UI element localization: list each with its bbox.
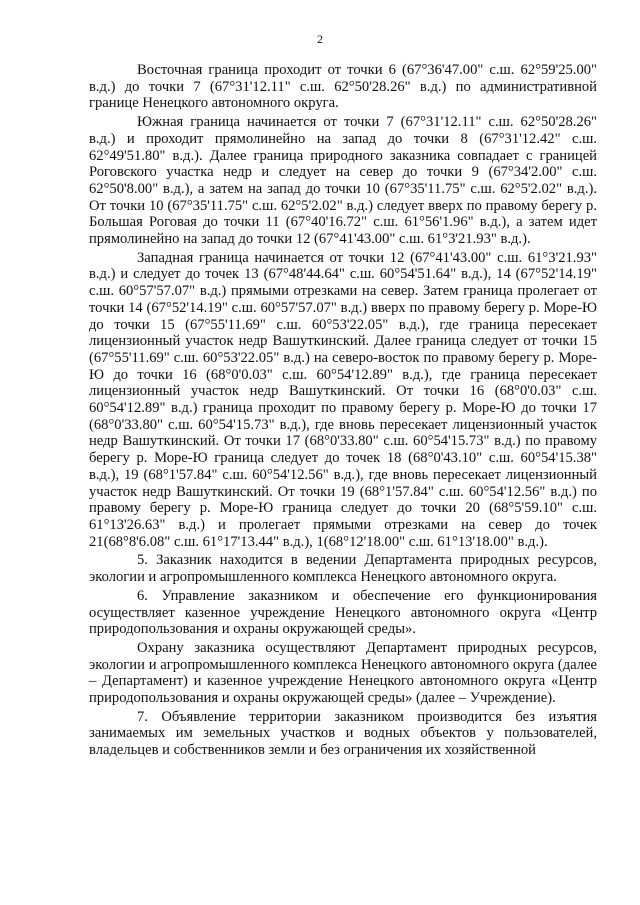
paragraph-west-border: Западная граница начинается от точки 12 (67°41'43.00" с.ш. 61°3'21.93" в.д.) и следует до точек 13 (67°48'44.64" с.ш. 60°54'51.64" в.д.), 14 (67°52'14.19" с.ш. 60°57'57.07" в.д.) прямыми отрезками на север. Затем граница пролегает от точки 14 (67°52'14.19" с.ш. 60°57'57.07" в.д.) вверх по правому берегу р. Море-Ю до точки 15 (67°55'11.69" с.ш. 60°53'22.05" в.д.), где граница пересекает лицензионный участок недр Вашуткинский. Далее граница следует от точки 15 (67°55'11.69" с.ш. 60°53'22.05" в.д.) на северо-восток по правому берегу р. Море-Ю до точки 16 (68°0'0.03" с.ш. 60°54'12.89" в.д.), где граница пересекает лицензионный участок недр Вашуткинский. От точки 16 (68°0'0.03" с.ш. 60°54'12.89" в.д.) граница проходит по правому берегу р. Море-Ю до точки 17 (68°0'33.80" с.ш. 60°54'15.73" в.д.), где вновь пересекает лицензионный участок недр Вашуткинский. От точки 17 (68°0'33.80" с.ш. 60°54'15.73" в.д.) по правому берегу р. Море-Ю граница следует до точек 18 (68°0'43.10" с.ш. 60°54'15.38" в.д.), 19 (68°1'57.84" с.ш. 60°54'12.56" в.д.), где вновь пересекает лицензионный участок недр Вашуткинский. От точки 19 (68°1'57.84" с.ш. 60°54'12.56" в.д.) по правому берегу р. Море-Ю граница следует до точки 20 (68°5'59.10" с.ш. 61°13'26.63" в.д.) и пролегает прямыми отрезками на север до точек 21(68°8'6.08" с.ш. 61°17'13.44" в.д.), 1(68°12'18.00" с.ш. 61°13'18.00" в.д.). (89, 249, 597, 550)
paragraph-protection: Охрану заказника осуществляют Департамент природных ресурсов, экологии и агропромышленного комплекса Ненецкого автономного округа (далее – Департамент) и казенное учреждение Ненецкого автономного округа «Центр природопользования и охраны окружающей среды» (далее – Учреждение). (89, 639, 597, 707)
paragraph-east-border: Восточная граница проходит от точки 6 (67°36'47.00" с.ш. 62°59'25.00" в.д.) до точки 7 (67°31'12.11" с.ш. 62°50'28.26" в.д.) по административной границе Ненецкого автономного округа. (89, 62, 597, 112)
paragraph-item-7: 7. Объявление территории заказником производится без изъятия занимаемых им земельных участков и водных объектов у пользователей, владельцев и собственников земли и без ограничения их хозяйственной (89, 708, 597, 759)
paragraph-item-5: 5. Заказник находится в ведении Департамента природных ресурсов, экологии и агропромышленного комплекса Ненецкого автономного округа. (89, 552, 597, 586)
paragraph-south-border: Южная граница начинается от точки 7 (67°31'12.11" с.ш. 62°50'28.26" в.д.) и проходит прямолинейно на запад до точки 8 (67°31'12.42" с.ш. 62°49'51.80" в.д.). Далее граница природного заказника совпадает с границей Роговского участка недр и следует на север до точки 9 (67°34'2.00" с.ш. 62°50'8.00" в.д.), а затем на запад до точки 10 (67°35'11.75" с.ш. 62°5'2.02" в.д.). От точки 10 (67°35'11.75" с.ш. 62°5'2.02" в.д.) следует вверх по правому берегу р. Большая Роговая до точки 11 (67°40'16.72" с.ш. 61°56'1.96" в.д.), а затем идет прямолинейно на запад до точки 12 (67°41'43.00" с.ш. 61°3'21.93" в.д.). (89, 114, 597, 248)
paragraph-item-6: 6. Управление заказником и обеспечение его функционирования осуществляет казенное учреждение Ненецкого автономного округа «Центр природопользования и охраны окружающей среды». (89, 587, 597, 638)
document-body (89, 62, 597, 761)
page-number: 2 (317, 32, 323, 46)
